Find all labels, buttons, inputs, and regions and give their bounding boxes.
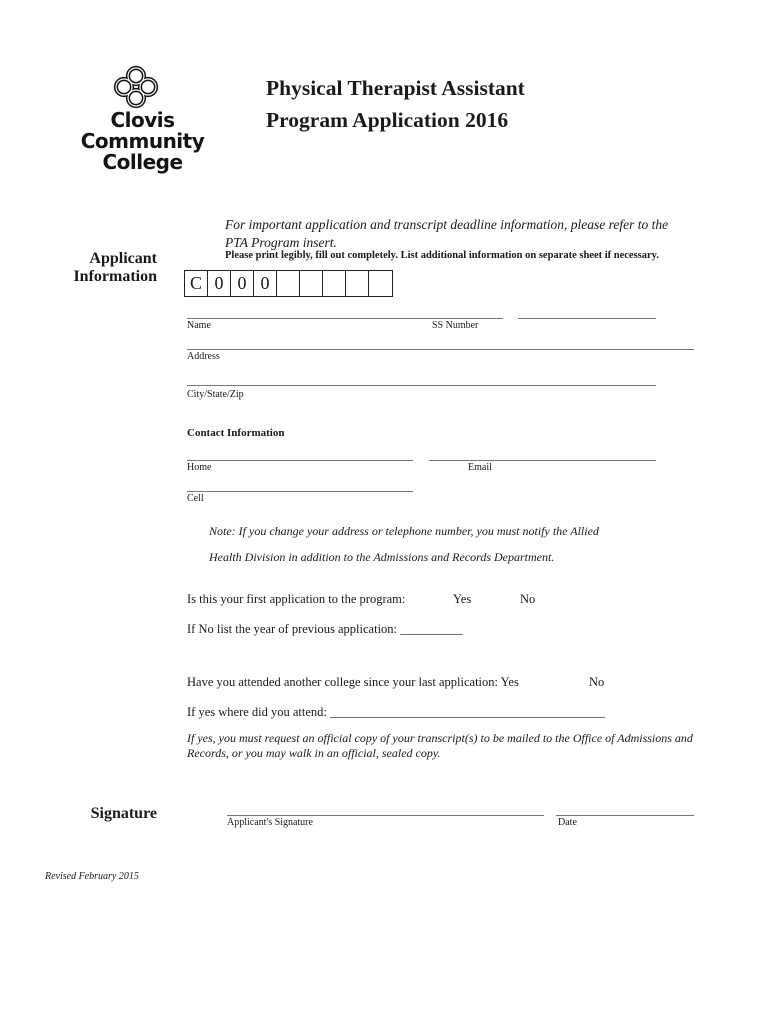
attended-college-no-option[interactable]: No [589,675,605,689]
page-title [266,72,525,136]
id-box-2[interactable]: 0 [208,271,231,296]
transcript-note-line-1: If yes, you must request an official copy of your transcript(s) to be mailed to the Office of Admissions and [187,731,693,745]
email-field-line[interactable] [429,460,656,461]
ss-number-field-line[interactable] [518,318,656,319]
where-attended-question[interactable]: If yes where did you attend: ____________________________________________ [187,705,606,719]
print-instruction: Please print legibly, fill out completely. List additional information on separate sheet if necessary. [225,250,659,261]
title-line-1: Physical Therapist Assistant [266,76,525,100]
applicant-heading-line-1: Applicant [89,250,157,267]
home-label: Home [187,462,212,473]
revised-date: Revised February 2015 [45,871,139,882]
address-field-line[interactable] [187,349,694,350]
email-label: Email [468,462,492,473]
date-label: Date [558,817,577,828]
id-box-1[interactable]: C [185,271,208,296]
college-logo-knot-icon [108,64,164,110]
transcript-note-line-2: Records, or you may walk in an official, sealed copy. [187,746,441,760]
applicant-signature-label: Applicant's Signature [227,817,313,828]
applicant-signature-line[interactable] [227,815,544,816]
applicant-id-boxes[interactable] [184,270,393,297]
title-line-2: Program Application 2016 [266,108,509,132]
logo-line-clovis: Clovis [110,108,175,132]
signature-date-line[interactable] [556,815,694,816]
name-field-line[interactable] [187,318,503,319]
cell-phone-field-line[interactable] [187,491,413,492]
signature-heading: Signature [90,805,157,822]
contact-info-heading: Contact Information [187,427,285,439]
previous-application-year-question[interactable]: If No list the year of previous application: __________ [187,622,463,636]
address-change-note-line-1: Note: If you change your address or telephone number, you must notify the Allied [209,524,599,538]
id-box-5[interactable] [277,271,300,296]
first-application-no-option[interactable]: No [520,592,536,606]
cell-label: Cell [187,493,204,504]
id-box-8[interactable] [346,271,369,296]
city-state-zip-label: City/State/Zip [187,389,244,400]
name-label: Name [187,320,211,331]
ss-number-label: SS Number [432,320,479,331]
logo-line-community: Community [80,129,205,153]
id-box-3[interactable]: 0 [231,271,254,296]
deadline-notice: For important application and transcript deadline information, please refer to the PTA Program insert. [225,217,669,250]
id-box-4[interactable]: 0 [254,271,277,296]
id-box-6[interactable] [300,271,323,296]
logo-line-college: College [102,150,183,174]
applicant-heading-line-2: Information [73,268,157,285]
first-application-yes-option[interactable]: Yes [453,592,472,606]
applicant-info-heading [73,250,157,286]
city-state-zip-field-line[interactable] [187,385,656,386]
attended-college-question[interactable]: Have you attended another college since your last application: Yes [187,675,519,689]
id-box-7[interactable] [323,271,346,296]
home-phone-field-line[interactable] [187,460,413,461]
id-box-9[interactable] [369,271,392,296]
college-logo-wordmark [70,110,215,173]
address-label: Address [187,351,220,362]
address-change-note-line-2: Health Division in addition to the Admissions and Records Department. [209,550,555,564]
first-application-question: Is this your first application to the program: [187,592,406,606]
